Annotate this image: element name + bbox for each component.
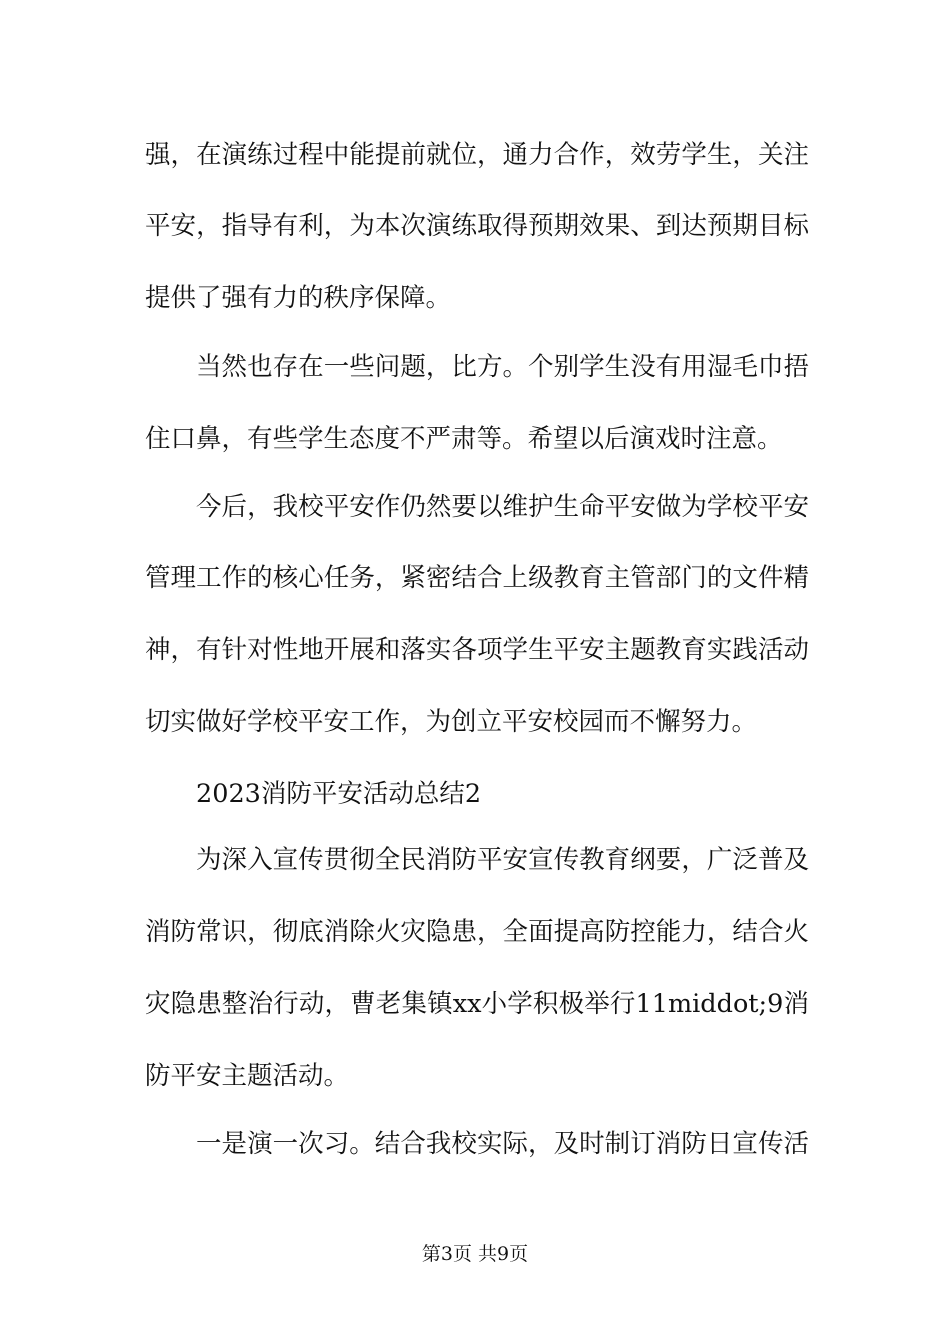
paragraph-3-line-3: 神，有针对性地开展和落实各项学生平安主题教育实践活动 [145,635,809,665]
paragraph-4-line-3: 灾隐患整治行动，曹老集镇xx小学积极举行11middot;9消 [145,989,809,1019]
paragraph-4-line-1: 为深入宣传贯彻全民消防平安宣传教育纲要，广泛普及 [196,845,809,875]
paragraph-1-line-1: 强，在演练过程中能提前就位，通力合作，效劳学生，关注 [145,140,809,170]
paragraph-5-line-1: 一是演一次习。结合我校实际，及时制订消防日宣传活 [196,1129,809,1159]
paragraph-4-line-2: 消防常识，彻底消除火灾隐患，全面提高防控能力，结合火 [145,917,809,947]
paragraph-1-line-3: 提供了强有力的秩序保障。 [145,283,452,313]
paragraph-3-line-1: 今后，我校平安作仍然要以维护生命平安做为学校平安 [196,492,809,522]
paragraph-3-line-4: 切实做好学校平安工作，为创立平安校园而不懈努力。 [145,707,758,737]
section-heading: 2023消防平安活动总结2 [196,779,482,809]
paragraph-4-line-4: 防平安主题活动。 [145,1061,350,1091]
paragraph-2-line-2: 住口鼻，有些学生态度不严肃等。希望以后演戏时注意。 [145,424,783,454]
paragraph-1-line-2: 平安，指导有利，为本次演练取得预期效果、到达预期目标 [145,211,809,241]
paragraph-3-line-2: 管理工作的核心任务，紧密结合上级教育主管部门的文件精 [145,563,809,593]
page-footer: 第3页 共9页 [421,1243,529,1265]
paragraph-2-line-1: 当然也存在一些问题，比方。个别学生没有用湿毛巾捂 [196,352,809,382]
